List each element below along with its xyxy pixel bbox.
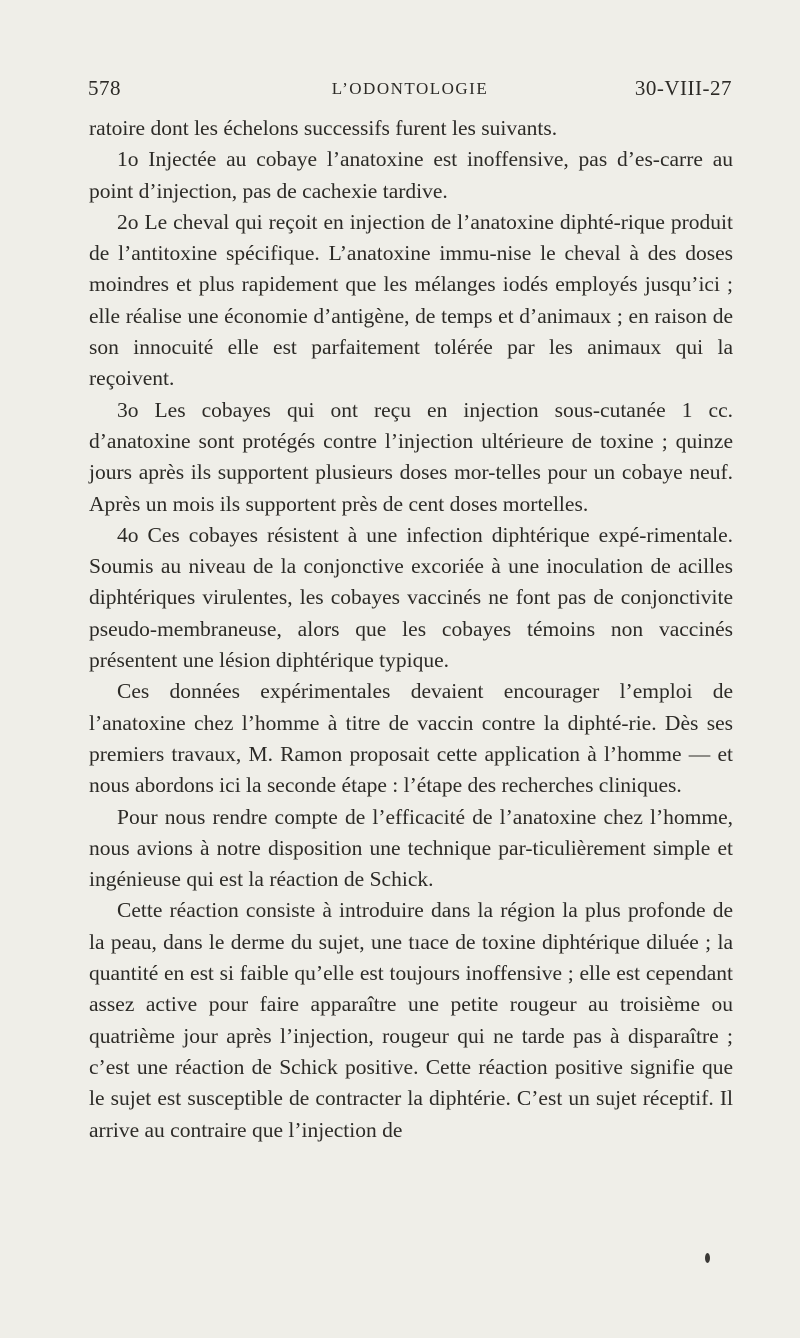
paragraph: 3o Les cobayes qui ont reçu en injection sous-cutanée 1 cc. d’anatoxine sont protégés contre l’injection ultérieure de toxine ; quinze jours après ils supportent plusieurs doses mor-telles pour un cobaye neuf. Après un mois ils supportent près de cent doses mortelles.	[89, 397, 733, 516]
paragraph: ratoire dont les échelons successifs furent les suivants.	[89, 116, 558, 140]
page-number: 578	[88, 76, 121, 100]
ink-speck	[705, 1253, 710, 1263]
paragraph: Cette réaction consiste à introduire dans la région la plus profonde de la peau, dans le derme du sujet, une tıace de toxine diphtérique diluée ; la quantité en est si faible qu’elle est toujours inoffensive ; elle est cependant assez active pour faire apparaître une petite rougeur au troisième ou quatrième jour après l’injection, rougeur qui ne tarde pas à disparaître ; c’est une réaction de Schick positive. Cette réaction positive signifie que le sujet est susceptible de contracter la diphtérie. C’est un sujet réceptif. Il arrive au contraire que l’injection de	[89, 898, 733, 1142]
page-header	[88, 76, 732, 108]
paragraph: Pour nous rendre compte de l’efficacité de l’anatoxine chez l’homme, nous avions à notre disposition une technique par-ticulièrement simple et ingénieuse qui est la réaction de Schick.	[89, 804, 733, 892]
issue-date: 30-VIII-27	[634, 76, 732, 100]
body-text	[89, 113, 733, 1146]
paragraph: 1o Injectée au cobaye l’anatoxine est inoffensive, pas d’es-carre au point d’injection, pas de cachexie tardive.	[89, 147, 733, 203]
paragraph: 2o Le cheval qui reçoit en injection de l’anatoxine diphté-rique produit de l’antitoxine spécifique. L’anatoxine immu-nise le cheval à des doses moindres et plus rapidement que les mélanges iodés employés jusqu’ici ; elle réalise une économie d’antigène, de temps et d’animaux ; en raison de son innocuité elle est parfaitement tolérée par les animaux qui la reçoivent.	[89, 209, 733, 391]
journal-title: L’ODONTOLOGIE	[331, 79, 489, 98]
paragraph: Ces données expérimentales devaient encourager l’emploi de l’anatoxine chez l’homme à titre de vaccin contre la diphté-rie. Dès ses premiers travaux, M. Ramon proposait cette application à l’homme — et nous abordons ici la seconde étape : l’étape des recherches cliniques.	[89, 679, 733, 798]
paragraph: 4o Ces cobayes résistent à une infection diphtérique expé-rimentale. Soumis au niveau de la conjonctive excoriée à une inoculation de acilles diphtériques virulentes, les cobayes vaccinés ne font pas de conjonctivite pseudo-membraneuse, alors que les cobayes témoins non vaccinés présentent une lésion diphtérique typique.	[89, 522, 733, 673]
